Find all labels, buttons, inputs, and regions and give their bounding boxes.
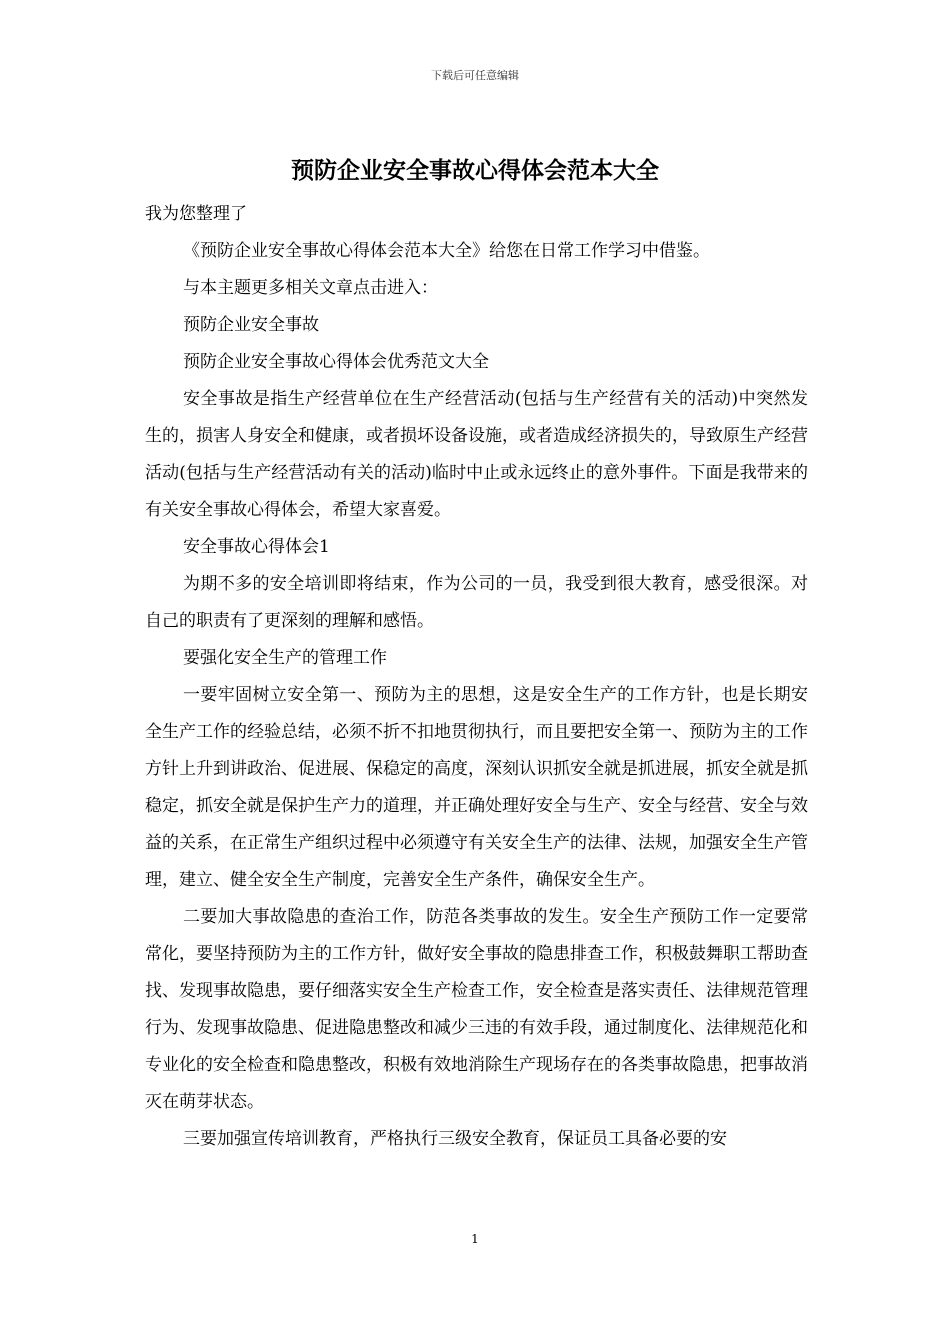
paragraph-definition: 安全事故是指生产经营单位在生产经营活动(包括与生产经营有关的活动)中突然发生的，损害人身安全和健康，或者损坏设备设施，或者造成经济损失的，导致原生产经营活动(包括与生产经营活动有关的活动)临时中止或永远终止的意外事件。下面是我带来的有关安全事故心得体会，希望大家喜爱。: [145, 389, 808, 520]
related-article-link-1[interactable]: 预防企业安全事故: [183, 315, 319, 335]
page-number: 1: [471, 1232, 479, 1246]
subheading-management: 要强化安全生产的管理工作: [183, 648, 387, 668]
paragraph-training: 为期不多的安全培训即将结束，作为公司的一员，我受到很大教育，感受很深。对自己的职责有了更深刻的理解和感悟。: [145, 574, 808, 631]
paragraph-intro-continued: 《预防企业安全事故心得体会范本大全》给您在日常工作学习中借鉴。: [183, 241, 710, 261]
paragraph-point-3: 三要加强宣传培训教育，严格执行三级安全教育，保证员工具备必要的安: [183, 1129, 727, 1149]
page-header-note: 下载后可任意编辑: [431, 69, 519, 82]
related-article-link-2[interactable]: 预防企业安全事故心得体会优秀范文大全: [183, 352, 489, 372]
section-heading-1: 安全事故心得体会1: [183, 537, 330, 557]
paragraph-intro: 我为您整理了: [145, 204, 247, 224]
paragraph-point-1: 一要牢固树立安全第一、预防为主的思想，这是安全生产的工作方针，也是长期安全生产工作的经验总结，必须不折不扣地贯彻执行，而且要把安全第一、预防为主的工作方针上升到讲政治、促进展、保稳定的高度，深刻认识抓安全就是抓进展，抓安全就是抓稳定，抓安全就是保护生产力的道理，并正确处理好安全与生产、安全与经营、安全与效益的关系，在正常生产组织过程中必须遵守有关安全生产的法律、法规，加强安全生产管理，建立、健全安全生产制度，完善安全生产条件，确保安全生产。: [145, 685, 808, 890]
document-body: [145, 196, 808, 1158]
paragraph-point-2: 二要加大事故隐患的查治工作，防范各类事故的发生。安全生产预防工作一定要常常化，要坚持预防为主的工作方针，做好安全事故的隐患排查工作，积极鼓舞职工帮助查找、发现事故隐患，要仔细落实安全生产检查工作，安全检查是落实责任、法律规范管理行为、发现事故隐患、促进隐患整改和减少三违的有效手段，通过制度化、法律规范化和专业化的安全检查和隐患整改，积极有效地消除生产现场存在的各类事故隐患，把事故消灭在萌芽状态。: [145, 907, 808, 1112]
related-articles-label: 与本主题更多相关文章点击进入：: [183, 278, 438, 298]
document-title: 预防企业安全事故心得体会范本大全: [291, 157, 659, 184]
